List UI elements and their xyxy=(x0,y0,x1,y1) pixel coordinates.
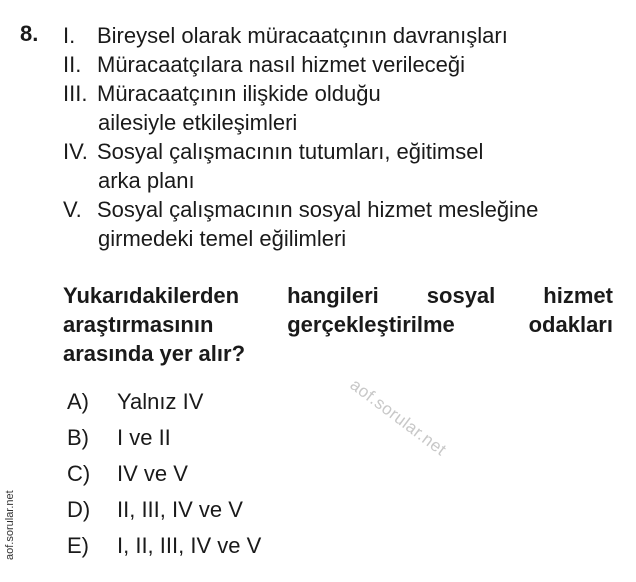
question-word: odakları xyxy=(528,312,613,337)
statement-text: Sosyal çalışmacının tutumları, eğitimsel xyxy=(97,139,484,164)
question-word: hizmet xyxy=(543,283,613,308)
question-line-3 xyxy=(63,339,613,368)
statement-item-4 xyxy=(63,137,483,166)
option-letter: A) xyxy=(67,389,89,414)
option-d[interactable] xyxy=(67,495,243,524)
diagonal-watermark: aof.sorular.net xyxy=(346,375,451,460)
option-letter: E) xyxy=(67,533,89,558)
option-text: Yalnız IV xyxy=(117,389,204,414)
question-number: 8. xyxy=(20,21,39,46)
option-c[interactable] xyxy=(67,459,188,488)
statement-text-continuation: girmedeki temel eğilimleri xyxy=(98,226,347,251)
statement-numeral: V. xyxy=(63,197,82,222)
statement-numeral: IV. xyxy=(63,139,88,164)
question-word: sosyal xyxy=(426,283,496,308)
statement-text: Müracaatçının ilişkide olduğu xyxy=(97,81,381,106)
option-b[interactable] xyxy=(67,423,171,452)
statement-item-5 xyxy=(63,195,538,224)
option-e[interactable] xyxy=(67,531,261,560)
statement-numeral: II. xyxy=(63,52,82,77)
question-word: araştırmasının xyxy=(63,312,214,337)
option-text: II, III, IV ve V xyxy=(117,497,243,522)
question-stem xyxy=(63,281,613,368)
option-text: I ve II xyxy=(117,425,171,450)
question-line-2 xyxy=(63,310,613,339)
question-word: hangileri xyxy=(287,283,379,308)
question-word: gerçekleştirilme xyxy=(287,312,455,337)
side-watermark: aof.sorular.net xyxy=(4,490,16,560)
option-letter: D) xyxy=(67,497,91,522)
option-letter: C) xyxy=(67,461,91,486)
statement-text-continuation: arka planı xyxy=(98,168,195,193)
statement-item-1 xyxy=(63,21,508,50)
statement-text: Müracaatçılara nasıl hizmet verileceği xyxy=(97,52,466,77)
option-text: I, II, III, IV ve V xyxy=(117,533,262,558)
option-text: IV ve V xyxy=(117,461,188,486)
statement-item-2 xyxy=(63,50,465,79)
statement-text: Sosyal çalışmacının sosyal hizmet mesleğine xyxy=(97,197,539,222)
question-word: alır? xyxy=(198,341,246,366)
question-word: yer xyxy=(159,341,193,366)
statement-item-3 xyxy=(63,79,381,108)
statement-text: Bireysel olarak müracaatçının davranışları xyxy=(97,23,508,48)
option-a[interactable] xyxy=(67,387,203,416)
option-letter: B) xyxy=(67,425,89,450)
statement-text-continuation: ailesiyle etkileşimleri xyxy=(98,110,298,135)
question-word: Yukarıdakilerden xyxy=(63,283,240,308)
statement-numeral: III. xyxy=(63,81,88,106)
question-line-1 xyxy=(63,281,613,310)
statement-numeral: I. xyxy=(63,23,76,48)
question-word: arasında xyxy=(63,341,154,366)
